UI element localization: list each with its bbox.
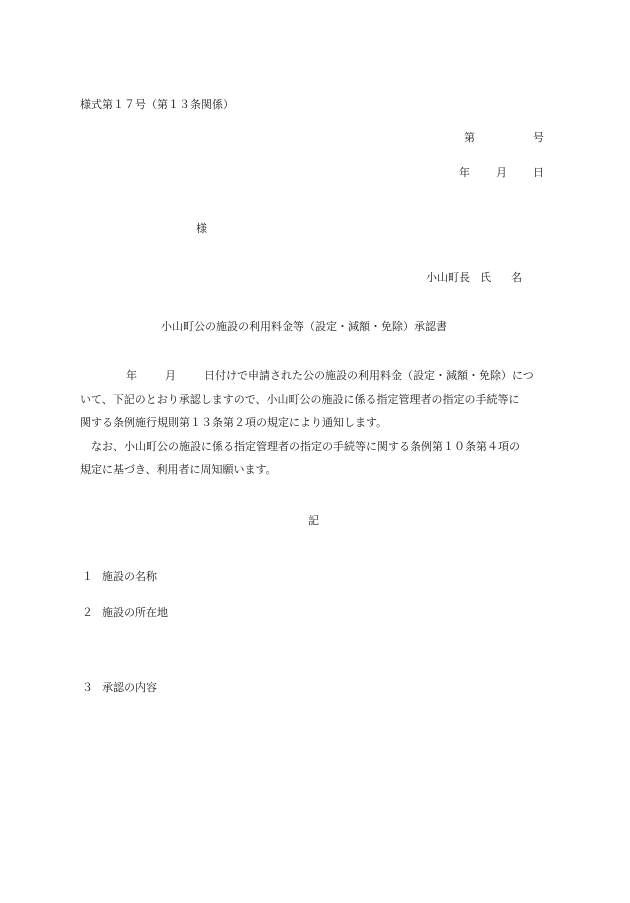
list-item	[82, 681, 157, 695]
issue-date	[459, 166, 544, 180]
body-year: 年	[126, 369, 137, 382]
body-para2-line1	[80, 435, 550, 459]
body-para1-line1	[80, 364, 550, 388]
sender	[426, 271, 522, 285]
date-month: 月	[496, 166, 507, 179]
body-text	[80, 364, 550, 482]
item-label: 承認の内容	[102, 681, 157, 694]
list-item	[82, 606, 168, 620]
body-para2-line2: 規定に基づき、利用者に周知願います。	[80, 463, 277, 476]
document-number	[464, 131, 544, 145]
sender-title: 小山町長	[426, 271, 470, 284]
date-day: 日	[533, 166, 544, 179]
doc-number-suffix: 号	[533, 131, 544, 144]
date-year: 年	[459, 166, 470, 179]
document-title: 小山町公の施設の利用料金等（設定・減額・免除）承認書	[161, 320, 447, 333]
list-item	[82, 570, 157, 584]
form-number: 様式第１７号（第１３条関係）	[80, 98, 234, 111]
doc-number-prefix: 第	[464, 131, 475, 144]
sender-name-2: 名	[511, 271, 522, 284]
addressee: 様	[196, 222, 207, 235]
ki-heading: 記	[308, 514, 319, 527]
item-label: 施設の名称	[102, 570, 157, 583]
body-month: 月	[165, 369, 176, 382]
item-number: ２	[82, 606, 93, 619]
sender-name-1: 氏	[480, 271, 491, 284]
item-label: 施設の所在地	[102, 606, 168, 619]
body-para1-line1-text: 日付けで申請された公の施設の利用料金（設定・減額・免除）につ	[204, 369, 534, 382]
body-para2-line1-text: なお、小山町公の施設に係る指定管理者の指定の手続等に関する条例第１０条第４項の	[91, 439, 520, 453]
item-number: １	[82, 570, 93, 583]
item-number: ３	[82, 681, 93, 694]
body-para1-line2: いて、下記のとおり承認しますので、小山町公の施設に係る指定管理者の指定の手続等に	[80, 392, 520, 406]
body-para1-line3: 関する条例施行規則第１３条第２項の規定により通知します。	[80, 416, 388, 429]
